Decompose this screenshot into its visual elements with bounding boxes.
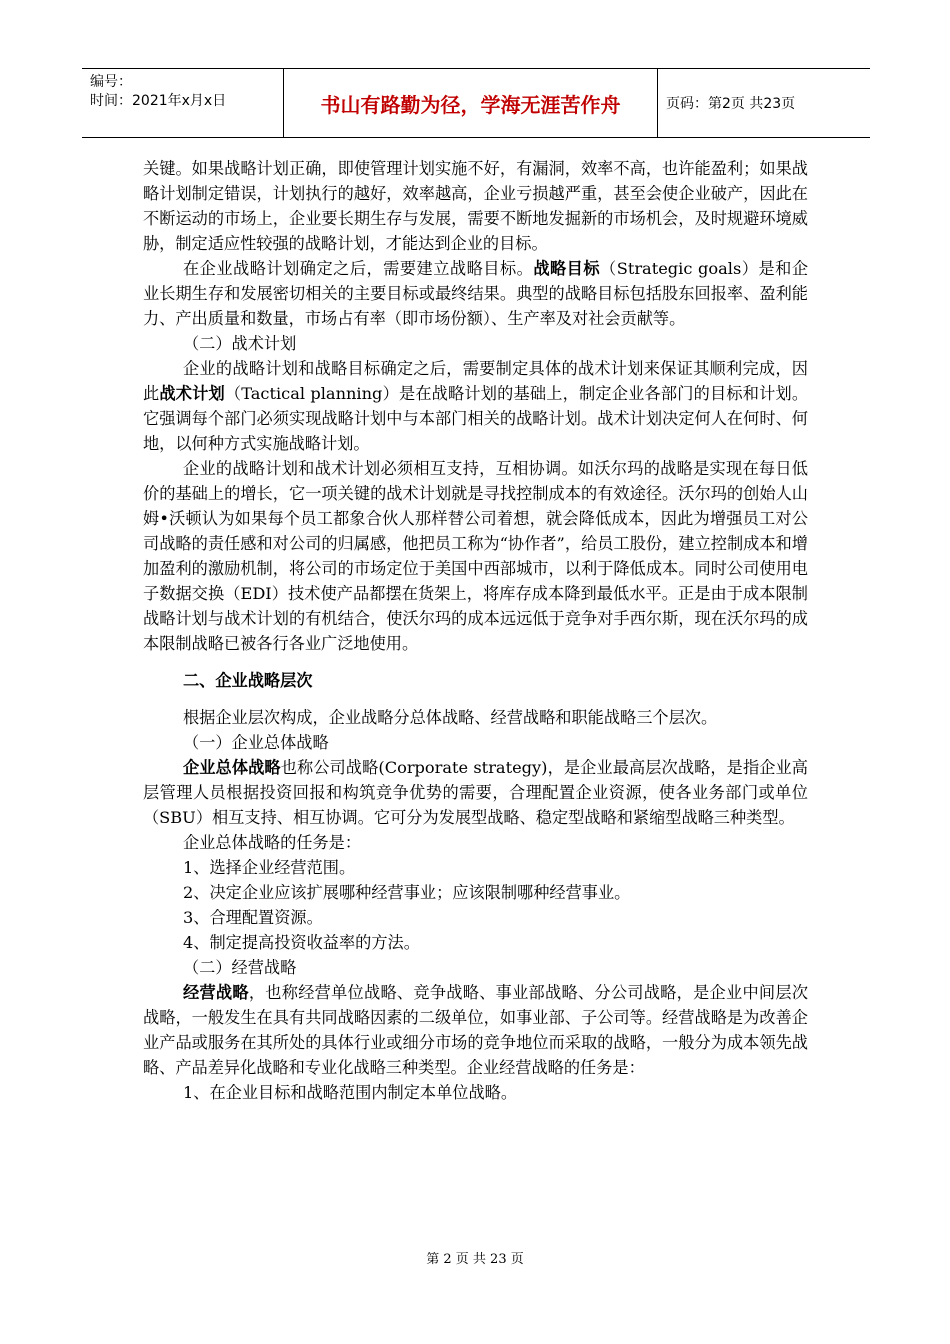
section-heading [143,668,808,693]
page-header [82,68,870,138]
term-strategic-goals: 战略目标 [533,259,601,278]
paragraph: 企业的战略计划和战术计划必须相互支持，互相协调。如沃尔玛的战略是实现在每日低价的基础上的增长，它一项关键的战术计划就是寻找控制成本的有效途径。沃尔玛的创始人山姆•沃顿认为如果每个员工都象合伙人那样替公司着想，就会降低成本，因此为增强员工对公司战略的责任感和对公司的归属感，他把员工称为“协作者”，给员工股份，建立控制成本和增加盈利的激励机制，将公司的市场定位于美国中西部城市，以利于降低成本。同时公司使用电子数据交换（EDI）技术使产品都摆在货架上，将库存成本降到最低水平。正是由于成本限制战略计划与战术计划的有机结合，使沃尔玛的成本远远低于竞争对手西尔斯，现在沃尔玛的成本限制战略已被各行各业广泛地使用。 [143,459,808,653]
text-run: （Tactical planning）是在战略计划的基础上，制定企业各部门的目标和计划。它强调每个部门必须实现战略计划中与本部门相关的战略计划。战术计划决定何人在何时、何地，以何种方式实施战略计划。 [143,384,809,453]
paragraph: 根据企业层次构成，企业战略分总体战略、经营战略和职能战略三个层次。 [183,708,718,727]
page-footer: 第 2 页 共 23 页 [426,1252,524,1267]
document-body [143,156,808,1105]
subheading-tactical-plan: （二）战术计划 [183,334,297,353]
term-business-strategy: 经营战略 [183,983,249,1002]
list-item: 3、合理配置资源。 [183,908,323,927]
number-label: 编号： [90,74,132,90]
paragraph [143,356,808,456]
time-label: 时间：2021年x月x日 [90,93,227,109]
header-meta [82,69,284,137]
text-run: ，也称经营单位战略、竞争战略、事业部战略、分公司战略，是企业中间层次战略，一般发生在具有共同战略因素的二级单位，如事业部、子公司等。经营战略是为改善企业产品或服务在其所处的具体行业或细分市场的竞争地位而采取的战略，一般分为成本领先战略、产品差异化战略和专业化战略三种类型。企业经营战略的任务是： [143,983,809,1077]
term-tactical-planning: 战术计划 [159,384,225,403]
paragraph [143,755,808,830]
list-item: 1、选择企业经营范围。 [183,858,356,877]
text-run: 在企业战略计划确定之后，需要建立战略目标。 [183,259,534,278]
subheading-corporate-strategy: （一）企业总体战略 [183,733,329,752]
paragraph [143,256,808,331]
list-item: 2、决定企业应该扩展哪种经营事业；应该限制哪种经营事业。 [183,883,631,902]
section-heading-text: 二、企业战略层次 [183,671,313,690]
paragraph [143,980,808,1080]
paragraph: 企业总体战略的任务是： [183,833,362,852]
header-page-label: 页码：第2页 共23页 [666,96,796,112]
subheading-business-strategy: （二）经营战略 [183,958,297,977]
term-corporate-strategy: 企业总体战略 [183,758,281,777]
text-run: 企业的战略计划和战略目标确定之后，需要制定具体的战术计划来保证其顺利完成，因此 [143,359,808,403]
text-run: 也称公司战略(Corporate strategy)，是企业最高层次战略，是指企业高层管理人员根据投资回报和构筑竞争优势的需要，合理配置企业资源，使各业务部门或单位（SBU）相互支持、相互协调。它可分为发展型战略、稳定型战略和紧缩型战略三种类型。 [143,758,808,827]
header-motto: 书山有路勤为径，学海无涯苦作舟 [284,69,658,137]
text-run: （Strategic goals）是和企业长期生存和发展密切相关的主要目标或最终结果。典型的战略目标包括股东回报率、盈利能力、产出质量和数量，市场占有率（即市场份额）、生产率及对社会贡献等。 [143,259,809,328]
list-item: 1、在企业目标和战略范围内制定本单位战略。 [183,1083,518,1102]
list-item: 4、制定提高投资收益率的方法。 [183,933,420,952]
paragraph: 关键。如果战略计划正确，即使管理计划实施不好，有漏洞，效率不高，也许能盈利；如果战略计划制定错误，计划执行的越好，效率越高，企业亏损越严重，甚至会使企业破产，因此在不断运动的市场上，企业要长期生存与发展，需要不断地发掘新的市场机会，及时规避环境威胁，制定适应性较强的战略计划，才能达到企业的目标。 [143,159,808,253]
